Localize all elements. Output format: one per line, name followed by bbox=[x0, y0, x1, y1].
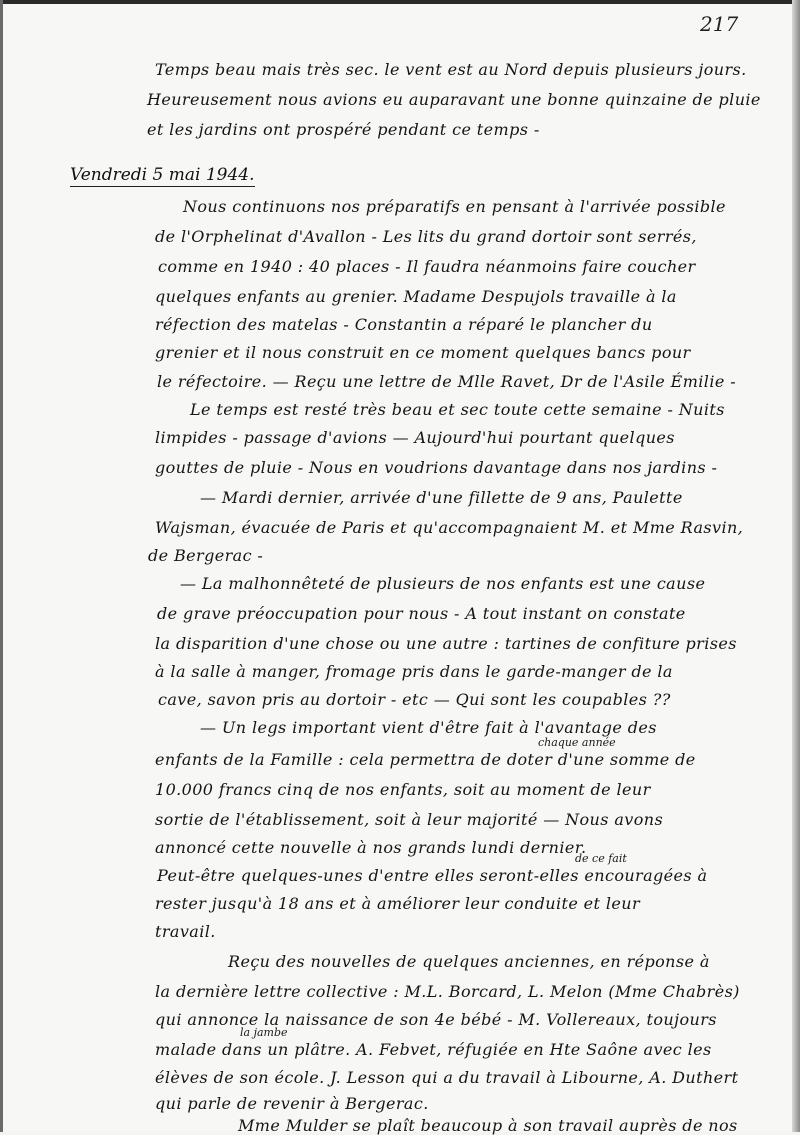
entry-line-23: annoncé cette nouvelle à nos grands lundi dernier. bbox=[155, 838, 587, 857]
entry-line-29: qui annonce la naissance de son 4e bébé - M. Vollereaux, toujours bbox=[155, 1010, 717, 1029]
entry-line-17: à la salle à manger, fromage pris dans le garde-manger de la bbox=[155, 662, 673, 681]
entry-line-7: le réfectoire. — Reçu une lettre de Mlle Ravet, Dr de l'Asile Émilie - bbox=[157, 372, 736, 391]
entry-line-2: de l'Orphelinat d'Avallon - Les lits du grand dortoir sont serrés, bbox=[155, 227, 697, 246]
entry-line-26: travail. bbox=[155, 922, 216, 941]
entry-line-18: cave, savon pris au dortoir - etc — Qui sont les coupables ?? bbox=[158, 690, 671, 709]
entry-line-6: grenier et il nous construit en ce moment quelques bancs pour bbox=[155, 343, 691, 362]
entry-line-20: enfants de la Famille : cela permettra de doter d'une somme de bbox=[155, 750, 696, 769]
entry-line-27: Reçu des nouvelles de quelques anciennes, en réponse à bbox=[228, 952, 710, 971]
entry-line-19: — Un legs important vient d'être fait à l'avantage des bbox=[200, 718, 657, 737]
entry-line-11: — Mardi dernier, arrivée d'une fillette de 9 ans, Paulette bbox=[200, 488, 683, 507]
margin-insert-1: chaque année bbox=[538, 736, 616, 749]
header-line-2: Heureusement nous avions eu auparavant une bonne quinzaine de pluie bbox=[147, 90, 761, 109]
entry-line-14: — La malhonnêteté de plusieurs de nos enfants est une cause bbox=[180, 574, 706, 593]
scan-top-edge bbox=[0, 0, 800, 4]
header-line-3: et les jardins ont prospéré pendant ce temps - bbox=[147, 120, 540, 139]
entry-date-heading: Vendredi 5 mai 1944. bbox=[70, 165, 255, 185]
entry-line-10: gouttes de pluie - Nous en voudrions davantage dans nos jardins - bbox=[155, 458, 718, 477]
entry-line-30: malade dans un plâtre. A. Febvet, réfugiée en Hte Saône avec les bbox=[155, 1040, 712, 1059]
entry-line-1: Nous continuons nos préparatifs en pensant à l'arrivée possible bbox=[183, 197, 726, 216]
entry-line-25: rester jusqu'à 18 ans et à améliorer leur conduite et leur bbox=[155, 894, 640, 913]
entry-line-15: de grave préoccupation pour nous - A tout instant on constate bbox=[157, 604, 686, 623]
entry-line-24: Peut-être quelques-unes d'entre elles seront-elles encouragées à bbox=[157, 866, 708, 885]
entry-line-32: qui parle de revenir à Bergerac. bbox=[155, 1094, 429, 1113]
page-number: 217 bbox=[700, 12, 739, 36]
entry-line-16: la disparition d'une chose ou une autre : tartines de confiture prises bbox=[155, 634, 737, 653]
scan-right-edge bbox=[792, 0, 800, 1132]
entry-line-33: Mme Mulder se plaît beaucoup à son travail auprès de nos bbox=[238, 1116, 738, 1135]
entry-line-8: Le temps est resté très beau et sec toute cette semaine - Nuits bbox=[190, 400, 725, 419]
entry-line-13: de Bergerac - bbox=[148, 546, 264, 565]
entry-line-22: sortie de l'établissement, soit à leur majorité — Nous avons bbox=[155, 810, 664, 829]
entry-line-5: réfection des matelas - Constantin a réparé le plancher du bbox=[155, 315, 653, 334]
entry-line-9: limpides - passage d'avions — Aujourd'hui pourtant quelques bbox=[155, 428, 675, 447]
entry-line-3: comme en 1940 : 40 places - Il faudra néanmoins faire coucher bbox=[158, 257, 696, 276]
entry-line-21: 10.000 francs cinq de nos enfants, soit au moment de leur bbox=[155, 780, 651, 799]
margin-insert-2: de ce fait bbox=[575, 852, 627, 865]
entry-line-4: quelques enfants au grenier. Madame Despujols travaille à la bbox=[155, 287, 677, 306]
margin-insert-3: la jambe bbox=[240, 1026, 288, 1039]
entry-line-31: élèves de son école. J. Lesson qui a du travail à Libourne, A. Duthert bbox=[155, 1068, 739, 1087]
entry-line-12: Wajsman, évacuée de Paris et qu'accompagnaient M. et Mme Rasvin, bbox=[155, 518, 744, 537]
header-line-1: Temps beau mais très sec. le vent est au Nord depuis plusieurs jours. bbox=[155, 60, 747, 79]
scan-left-edge bbox=[0, 0, 3, 1132]
entry-line-28: la dernière lettre collective : M.L. Borcard, L. Melon (Mme Chabrès) bbox=[155, 982, 740, 1001]
